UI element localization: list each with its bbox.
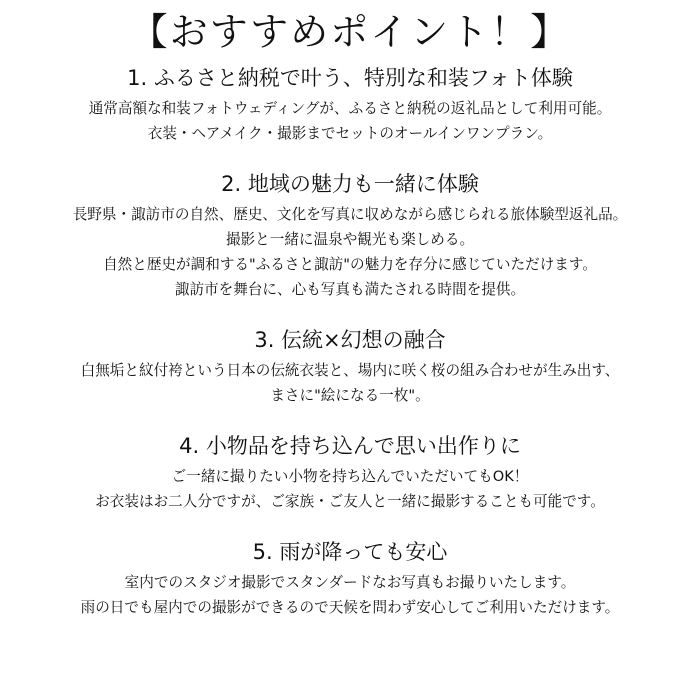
point-text-line: お衣装はお二人分ですが、ご家族・ご友人と一緒に撮影することも可能です。 (95, 493, 605, 510)
point-heading: 1. ふるさと納税で叶う、特別な和装フォト体験 (127, 66, 573, 90)
point-text-line: 撮影と一緒に温泉や観光も楽しめる。 (225, 231, 475, 248)
point-heading: 5. 雨が降っても安心 (252, 540, 448, 564)
point-text-line: 自然と歴史が調和する"ふるさと諏訪"の魅力を存分に感じていただけます。 (103, 256, 597, 273)
point-text-line: 雨の日でも屋内での撮影ができるので天候を問わず安心してご利用いただけます。 (80, 599, 620, 616)
point-text-line: 白無垢と紋付袴という日本の伝統衣装と、場内に咲く桜の組み合わせが生み出す、 (80, 362, 620, 379)
point-heading: 3. 伝統×幻想の融合 (254, 328, 446, 352)
point-text-line: 室内でのスタジオ撮影でスタンダードなお写真もお撮りいたします。 (124, 574, 576, 591)
point-4 (0, 432, 700, 514)
point-5 (0, 538, 700, 620)
point-heading: 4. 小物品を持ち込んで思い出作りに (179, 434, 521, 458)
point-3 (0, 326, 700, 408)
point-text-line: 衣装・ヘアメイク・撮影までセットのオールインワンプラン。 (147, 125, 553, 142)
page-title: 【おすすめポイント！】 (129, 10, 571, 54)
point-text-line: まさに"絵になる一枚"。 (270, 387, 430, 404)
point-text-line: 通常高額な和装フォトウェディングが、ふるさと納税の返礼品として利用可能。 (88, 100, 612, 117)
point-text-line: 諏訪市を舞台に、心も写真も満たされる時間を提供。 (174, 281, 526, 298)
point-2 (0, 170, 700, 302)
point-text-line: 長野県・諏訪市の自然、歴史、文化を写真に収めながら感じられる旅体験型返礼品。 (72, 206, 628, 223)
point-1 (0, 64, 700, 146)
point-text-line: ご一緒に撮りたい小物を持ち込んでいただいてもOK！ (171, 468, 529, 485)
point-heading: 2. 地域の魅力も一緒に体験 (221, 172, 479, 196)
